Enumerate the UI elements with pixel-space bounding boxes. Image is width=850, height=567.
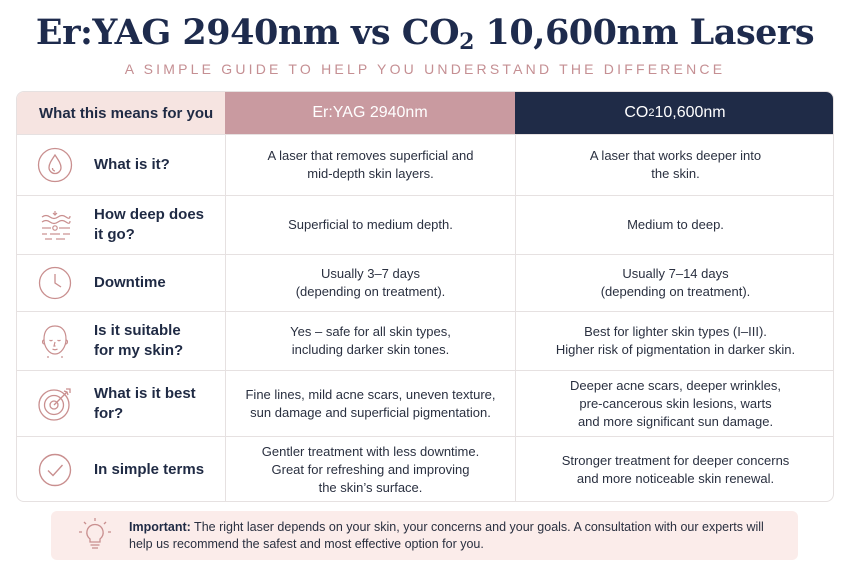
face-icon: [37, 323, 73, 359]
note-text: [129, 519, 789, 553]
co2-cell: [515, 371, 834, 436]
eryag-cell: [225, 196, 515, 254]
header-co2: [515, 92, 834, 134]
clock-icon: [37, 265, 73, 301]
eryag-cell: [225, 255, 515, 311]
header-co2-rest: 10,600nm: [654, 104, 726, 121]
important-note: [51, 511, 798, 560]
row-label-cell: [17, 196, 225, 254]
row-label-cell: [17, 371, 225, 436]
lightbulb-icon: [77, 517, 113, 553]
header-co2-main: CO: [624, 104, 649, 121]
row-label: What is it best for?: [94, 384, 196, 422]
table-row: [17, 195, 834, 254]
eryag-cell: [225, 437, 515, 502]
co2-cell: [515, 135, 834, 195]
row-label: Is it suitable for my skin?: [94, 322, 184, 359]
co2-cell: [515, 312, 834, 370]
page-title: [0, 12, 850, 55]
droplet-icon: [37, 147, 73, 183]
co2-text: Medium to deep.: [627, 217, 724, 232]
row-label: In simple terms: [94, 461, 205, 478]
co2-text: Stronger treatment for deeper concerns and more noticeable skin renewal.: [561, 453, 790, 486]
eryag-text: Yes – safe for all skin types, including darker skin tones.: [290, 324, 451, 357]
note-label: Important:: [129, 520, 191, 534]
comparison-table: [16, 91, 834, 502]
co2-text: Deeper acne scars, deeper wrinkles, pre-cancerous skin lesions, warts and more significant sun damage.: [570, 377, 781, 429]
row-label: How deep does it go?: [94, 206, 205, 243]
row-label: What is it?: [94, 156, 170, 173]
eryag-cell: [225, 135, 515, 195]
row-label-cell: [17, 312, 225, 370]
row-label-cell: [17, 255, 225, 311]
title-main: Er:YAG 2940nm vs CO: [35, 12, 460, 53]
skin-layers-icon: [37, 207, 73, 243]
table-row: [17, 370, 834, 436]
eryag-text: A laser that removes superficial and mid-depth skin layers.: [267, 148, 474, 181]
eryag-cell: [225, 312, 515, 370]
co2-text: Usually 7–14 days (depending on treatment).: [600, 266, 751, 299]
row-label-cell: [17, 437, 225, 502]
co2-text: Best for lighter skin types (I–III). Higher risk of pigmentation in darker skin.: [555, 324, 796, 357]
co2-text: A laser that works deeper into the skin.: [589, 148, 762, 181]
table-row: [17, 134, 834, 195]
table-row: [17, 436, 834, 502]
eryag-text: Gentler treatment with less downtime. Great for refreshing and improving the skin’s surface.: [261, 444, 480, 495]
eryag-text: Fine lines, mild acne scars, uneven texture, sun damage and superficial pigmentation.: [245, 386, 496, 420]
header-co2-subscript: 2: [648, 107, 655, 119]
header-meaning: What this means for you: [17, 92, 225, 134]
co2-cell: [515, 437, 834, 502]
table-row: [17, 311, 834, 370]
note-body: The right laser depends on your skin, your concerns and your goals. A consultation with our experts will help us recommend the safest and most effective option for you.: [129, 520, 764, 551]
co2-cell: [515, 255, 834, 311]
eryag-text: Superficial to medium depth.: [288, 217, 453, 232]
target-icon: [37, 386, 73, 422]
page-subtitle: A SIMPLE GUIDE TO HELP YOU UNDERSTAND THE DIFFERENCE: [124, 61, 726, 77]
eryag-text: Usually 3–7 days (depending on treatment).: [295, 266, 446, 299]
eryag-cell: [225, 371, 515, 436]
row-label: Downtime: [94, 274, 166, 291]
header-eryag: Er:YAG 2940nm: [225, 92, 515, 134]
checkmark-circle-icon: [37, 452, 73, 488]
co2-cell: [515, 196, 834, 254]
title-subscript: 2: [459, 29, 474, 55]
title-rest: 10,600nm Lasers: [473, 12, 815, 53]
table-row: [17, 254, 834, 311]
row-label-cell: [17, 135, 225, 195]
